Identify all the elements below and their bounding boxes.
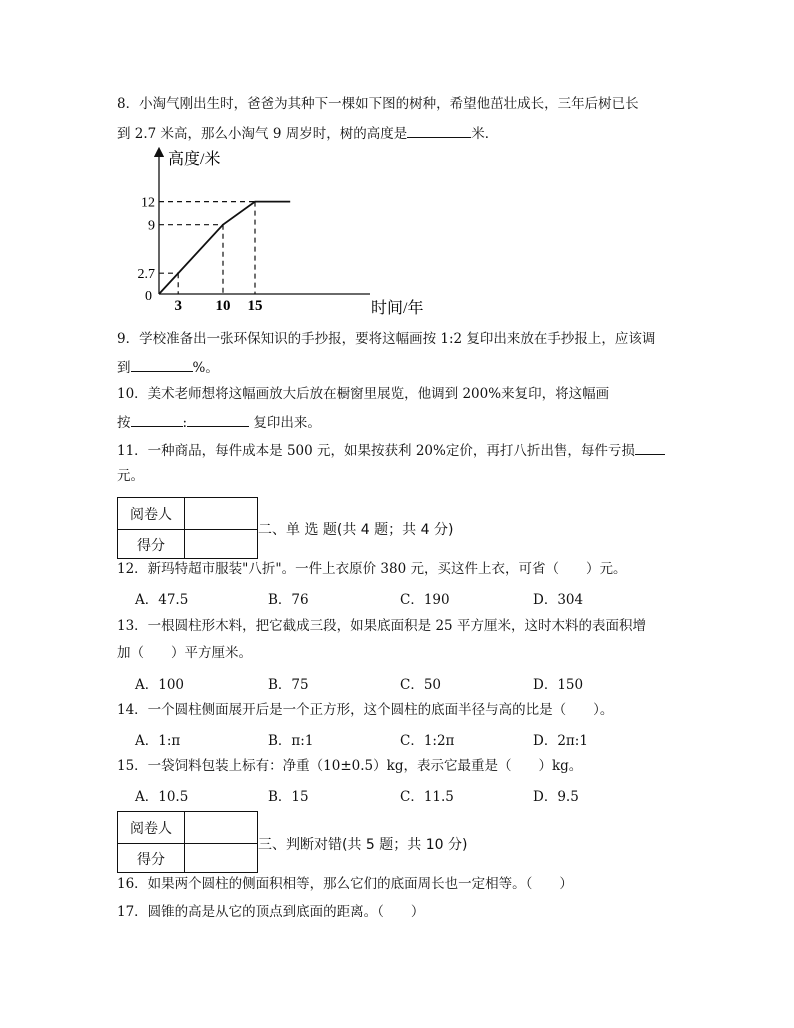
x-tick-label-1: 10 (215, 298, 231, 314)
x-axis-label: 时间/年 (371, 300, 424, 317)
section2-title: 二、单 选 题(共 4 题；共 4 分) (258, 522, 454, 538)
q12-option-c[interactable]: C．190 (400, 592, 450, 608)
x-tick-label-0: 3 (174, 298, 182, 314)
score-box-2-reviewer-row (118, 812, 257, 844)
q13-line2: 加（ ）平方厘米。 (117, 645, 252, 661)
q12-stem: 12．新玛特超市服装"八折"。一件上衣原价 380 元，买这件上衣，可省（ ）元。 (117, 561, 627, 577)
q15-stem: 15．一袋饲料包装上标有：净重（10±0.5）kg，表示它最重是（ ）kg。 (117, 758, 583, 774)
q11-line2: 元。 (117, 468, 144, 484)
score-label: 得分 (137, 538, 165, 554)
score-box-2-score-row (118, 843, 257, 874)
q14-option-a[interactable]: A．1:π (135, 733, 181, 749)
q15-option-c[interactable]: C．11.5 (400, 789, 454, 805)
q12-option-d[interactable]: D．304 (533, 592, 584, 608)
score-box-2 (117, 811, 258, 873)
q8-line1: 8．小淘气刚出生时，爸爸为其种下一棵如下图的树种，希望他茁壮成长，三年后树已长 (117, 96, 639, 112)
q15-option-d[interactable]: D．9.5 (533, 789, 579, 805)
q9-line2 (117, 357, 219, 377)
score-label: 得分 (137, 852, 165, 868)
q17-stem: 17．圆锥的高是从它的顶点到底面的距离。（ ） (117, 904, 425, 920)
q9-line1: 9．学校准备出一张环保知识的手抄报，要将这幅画按 1:2 复印出来放在手抄报上，应该调 (117, 331, 656, 347)
tree-height-chart (0, 0, 794, 340)
q12-option-b[interactable]: B．76 (268, 592, 309, 608)
q9-answer-blank[interactable] (131, 357, 193, 372)
q10-answer-blank-2[interactable] (187, 412, 249, 427)
q13-line1: 13．一根圆柱形木料，把它截成三段，如果底面积是 25 平方厘米，这时木料的表面积增 (117, 618, 646, 634)
section3-title: 三、判断对错(共 5 题；共 10 分) (258, 837, 468, 853)
q13-option-d[interactable]: D．150 (533, 677, 584, 693)
q14-stem: 14．一个圆柱侧面展开后是一个正方形，这个圆柱的底面半径与高的比是（ ）。 (117, 702, 614, 718)
reviewer-label: 阅卷人 (130, 821, 172, 837)
score-box-1 (117, 497, 258, 559)
q9-line2-a: 到 (117, 360, 131, 376)
score-box-divider (184, 498, 185, 558)
y-tick-label-0: 2.7 (137, 267, 155, 283)
q11-line1 (117, 440, 665, 460)
score-box-divider (184, 812, 185, 872)
q10-line2 (117, 412, 321, 432)
q10-line2-colon: : (182, 415, 188, 431)
q10-line2-a: 按 (117, 415, 131, 431)
q14-option-d[interactable]: D．2π:1 (533, 733, 588, 749)
q8-line2-b: 米． (471, 126, 499, 142)
q13-option-a[interactable]: A．100 (135, 677, 185, 693)
y-tick-label-2: 12 (141, 195, 155, 211)
q13-option-c[interactable]: C．50 (400, 677, 442, 693)
q12-option-a[interactable]: A．47.5 (135, 592, 189, 608)
q16-stem: 16．如果两个圆柱的侧面积相等，那么它们的底面周长也一定相等。（ ） (117, 876, 573, 892)
q10-line2-b: 复印出来。 (249, 415, 321, 431)
q10-line1: 10．美术老师想将这幅画放大后放在橱窗里展览，他调到 200%来复印，将这幅画 (117, 386, 610, 402)
series-line (159, 202, 290, 294)
q11-line1-text: 11．一种商品，每件成本是 500 元，如果按获利 20%定价，再打八折出售，每件亏损 (117, 443, 635, 459)
origin-label: 0 (145, 289, 152, 304)
q9-line2-b: %。 (192, 360, 219, 376)
q14-option-c[interactable]: C．1:2π (400, 733, 455, 749)
reviewer-label: 阅卷人 (130, 507, 172, 523)
y-tick-label-1: 9 (148, 218, 155, 234)
q11-answer-blank[interactable] (635, 440, 665, 455)
q13-option-b[interactable]: B．75 (268, 677, 309, 693)
score-box-1-score-row (118, 529, 257, 560)
q10-answer-blank-1[interactable] (131, 412, 183, 427)
q15-option-b[interactable]: B．15 (268, 789, 309, 805)
q14-option-b[interactable]: B．π:1 (268, 733, 314, 749)
x-tick-label-2: 15 (247, 298, 263, 314)
score-box-1-reviewer-row (118, 498, 257, 530)
y-axis-label: 高度/米 (168, 151, 221, 168)
q8-line2-a: 到 2.7 米高，那么小淘气 9 周岁时，树的高度是 (117, 126, 408, 142)
q15-option-a[interactable]: A．10.5 (135, 789, 189, 805)
